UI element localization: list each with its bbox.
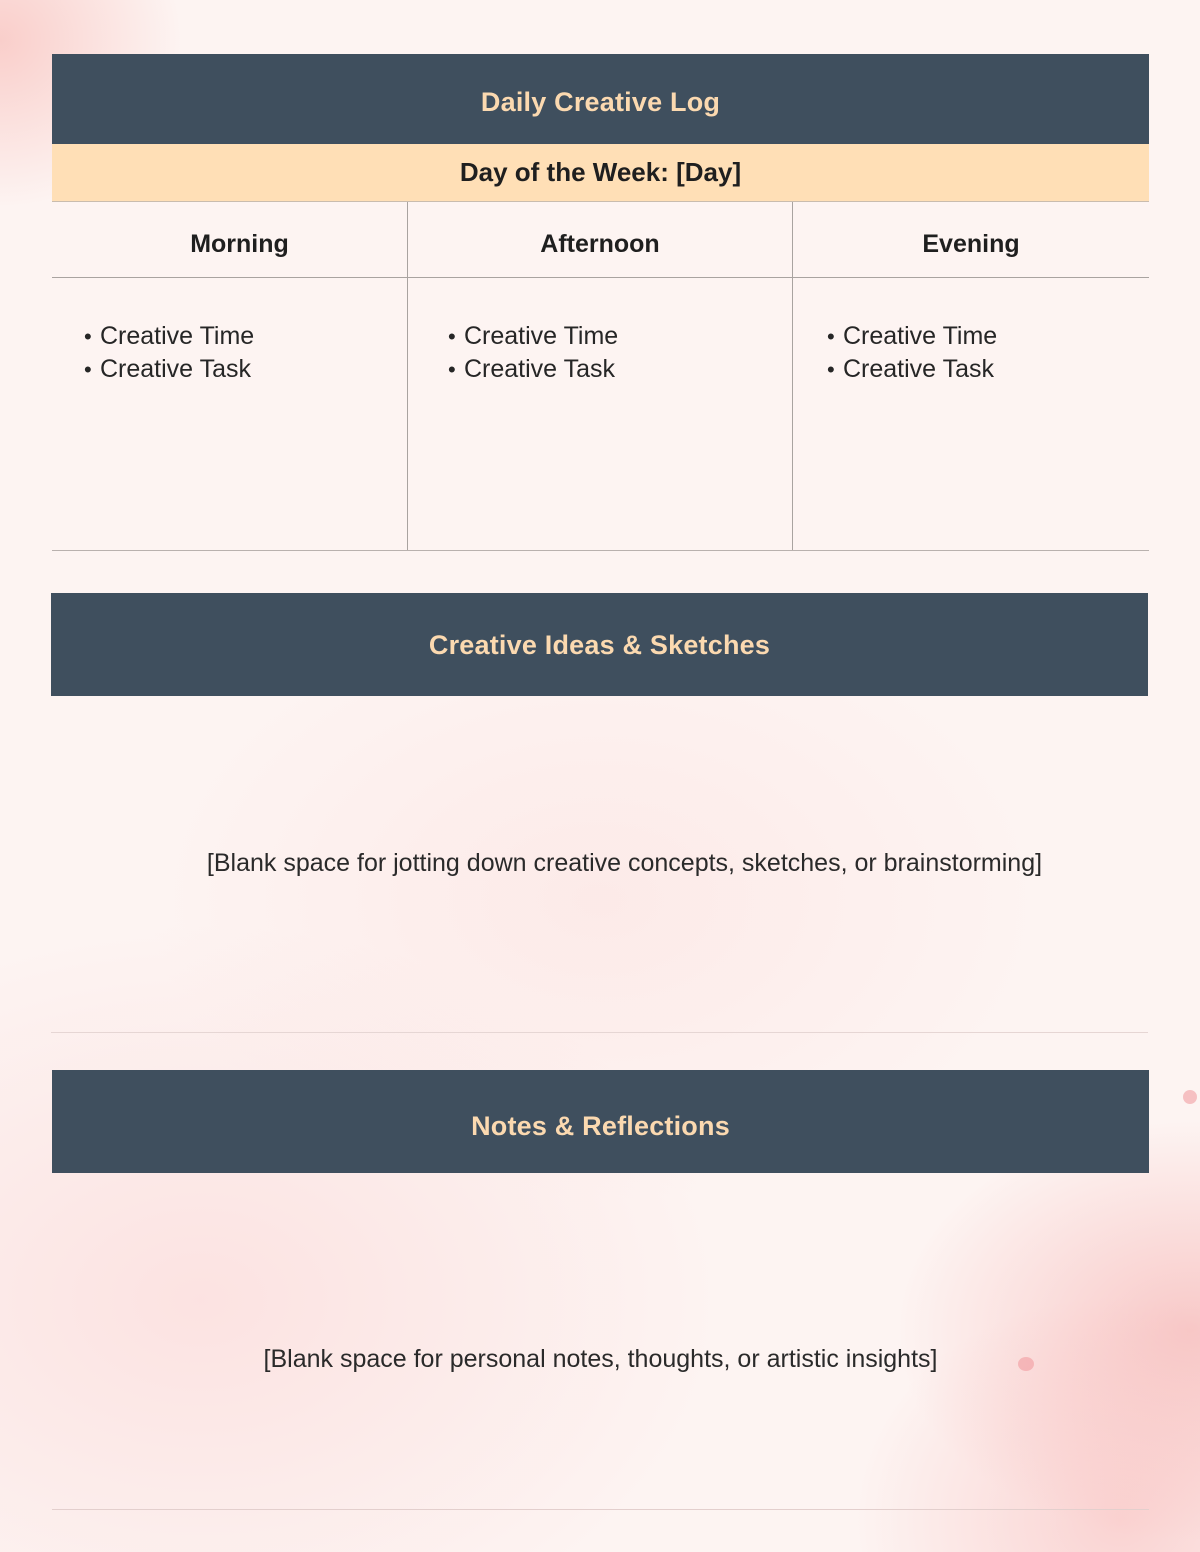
ideas-placeholder: [Blank space for jotting down creative concepts, sketches, or brainstorming] xyxy=(206,849,1043,877)
list-item xyxy=(827,320,997,353)
notes-section-header xyxy=(52,1070,1149,1173)
list-item xyxy=(448,353,618,386)
bullet-glyph: • xyxy=(448,324,456,349)
list-item-text: Creative Task xyxy=(100,355,251,383)
morning-column xyxy=(52,202,407,550)
list-item xyxy=(84,353,254,386)
list-item-text: Creative Task xyxy=(843,355,994,383)
bullet-glyph: • xyxy=(84,357,92,382)
list-item-text: Creative Time xyxy=(843,322,998,350)
morning-heading: Morning xyxy=(190,230,289,258)
evening-column xyxy=(793,202,1149,550)
list-item-text: Creative Time xyxy=(464,322,619,350)
afternoon-column xyxy=(408,202,792,550)
daily-schedule-table xyxy=(52,202,1149,551)
bullet-glyph: • xyxy=(827,357,835,382)
bullet-glyph: • xyxy=(84,324,92,349)
list-item xyxy=(827,353,997,386)
list-item xyxy=(448,320,618,353)
watercolor-splash xyxy=(1183,1090,1197,1104)
list-item-text: Creative Task xyxy=(464,355,615,383)
ideas-section-header xyxy=(51,593,1148,696)
morning-list xyxy=(84,320,254,386)
bullet-glyph: • xyxy=(448,357,456,382)
afternoon-heading: Afternoon xyxy=(540,230,660,258)
notes-placeholder: [Blank space for personal notes, thoughts, or artistic insights] xyxy=(263,1345,938,1373)
evening-list xyxy=(827,320,997,386)
notes-blank-space xyxy=(52,1174,1149,1510)
afternoon-list xyxy=(448,320,618,386)
list-item-text: Creative Time xyxy=(100,322,255,350)
evening-heading: Evening xyxy=(922,230,1020,258)
log-title-bar xyxy=(52,54,1149,144)
notes-heading: Notes & Reflections xyxy=(471,1111,730,1141)
day-of-week-bar xyxy=(52,144,1149,202)
ideas-blank-space xyxy=(51,697,1148,1033)
list-item xyxy=(84,320,254,353)
day-of-week-label: Day of the Week: [Day] xyxy=(459,157,742,187)
log-title: Daily Creative Log xyxy=(480,87,721,117)
ideas-heading: Creative Ideas & Sketches xyxy=(428,630,771,660)
bullet-glyph: • xyxy=(827,324,835,349)
